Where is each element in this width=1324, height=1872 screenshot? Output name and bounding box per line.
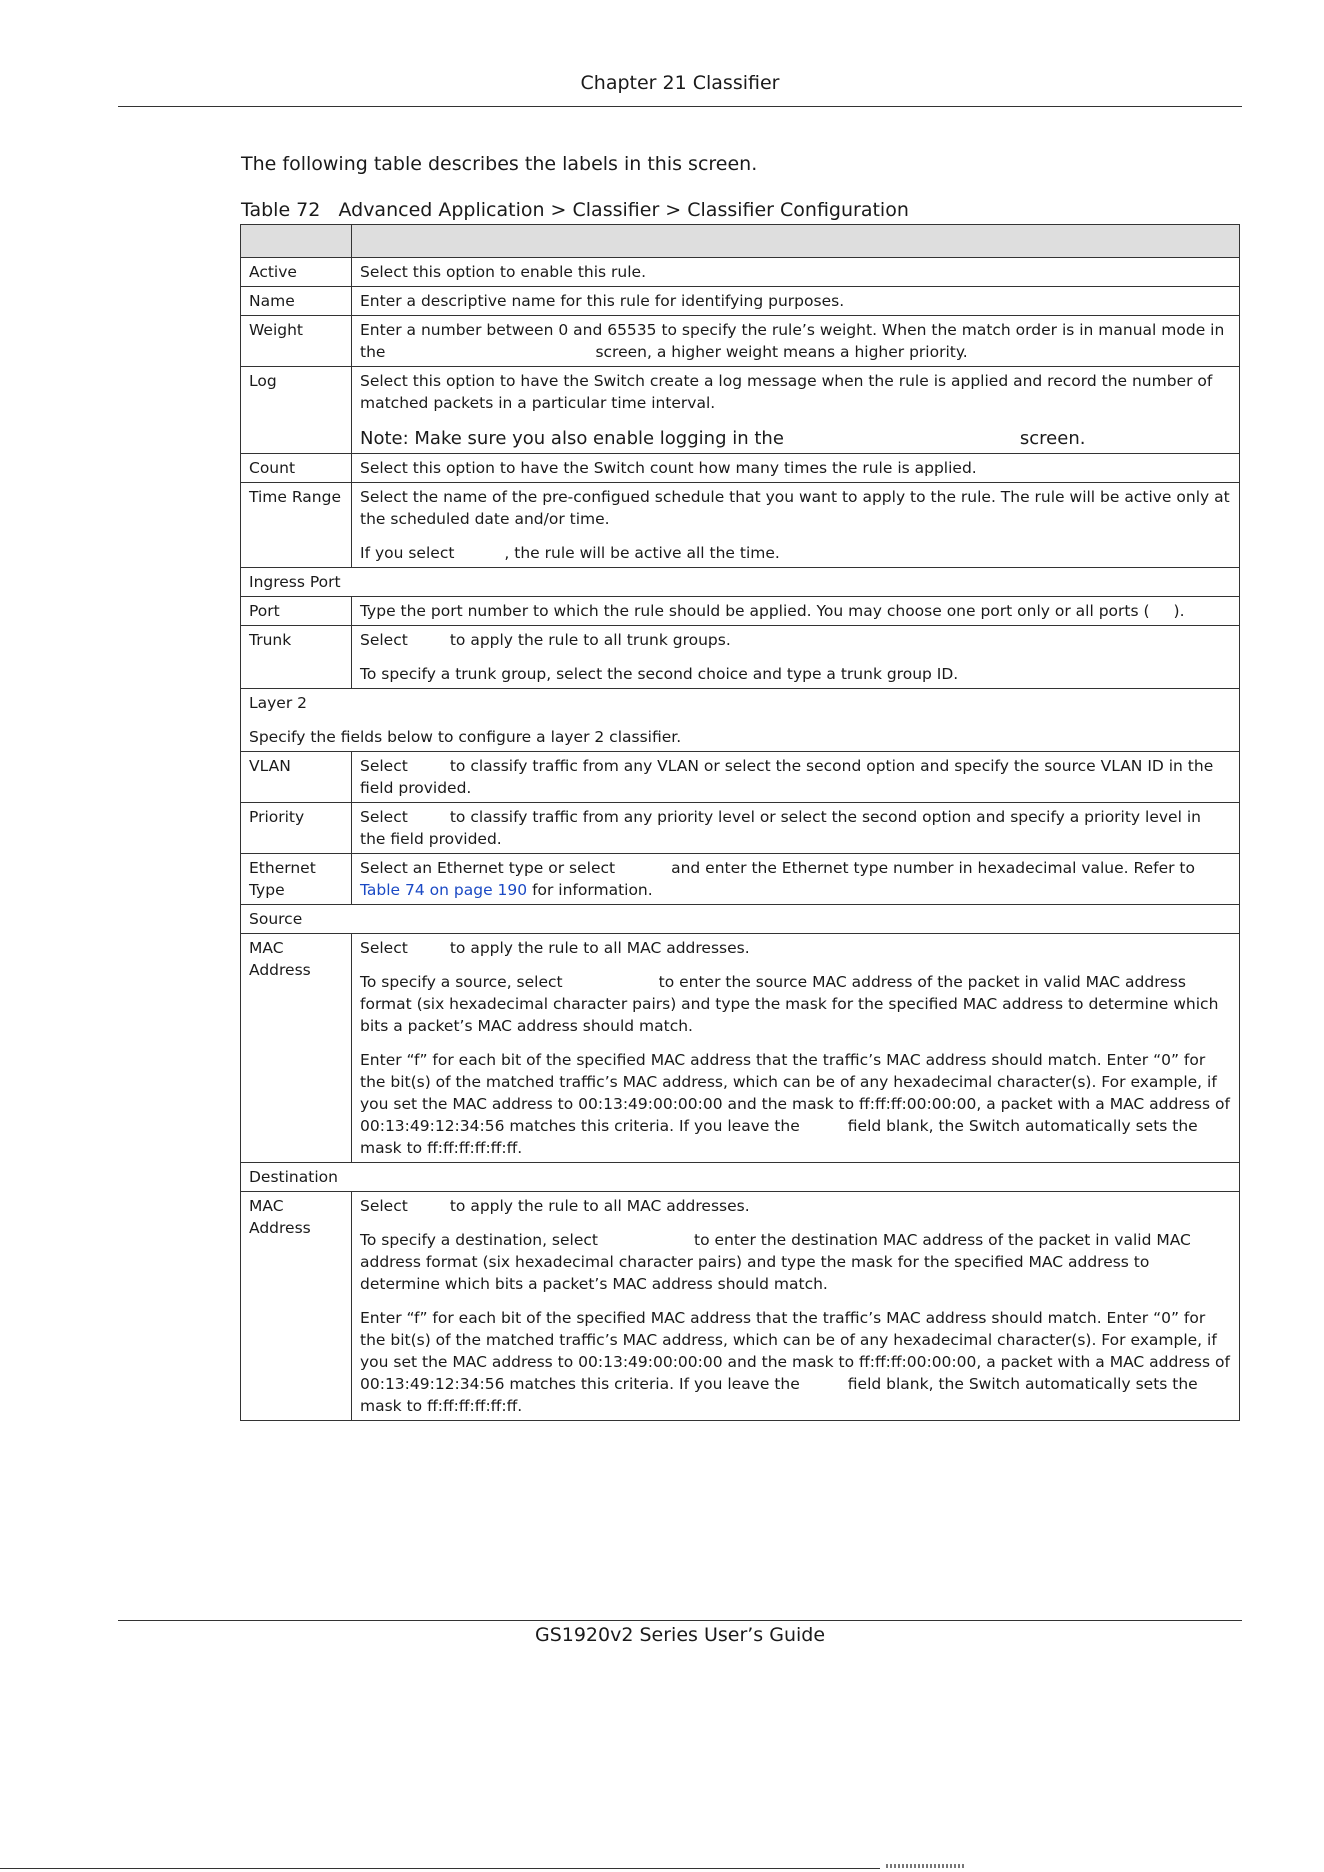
section-row: [241, 905, 1240, 934]
desc-part: To specify a destination, select: [360, 1231, 598, 1249]
desc-part: to enter the destination MAC address of the packet in valid MAC address format (six hexadecimal character pairs) and type the mask for the specified MAC address to determine which bits a packet’s MAC address should match.: [360, 1231, 1191, 1293]
table-74-link[interactable]: Table 74 on page 190: [360, 881, 528, 899]
dst-mac-p3: [360, 1307, 1231, 1417]
desc-part: Enter “f” for each bit of the specified MAC address that the traffic’s MAC address should match. Enter “0” for the bit(s) of the matched traffic’s MAC address, which can be of any hexadecimal character(s). For example, if you set the MAC address to 00:13:49:00:00:00 and the mask to ff:ff:ff:00:00:00, a packet with a MAC address of 00:13:49:12:34:56 matches this criteria. If you leave the: [360, 1309, 1230, 1393]
section-cell: [241, 689, 1240, 752]
note-text: Note: Make sure you also enable logging in the: [360, 428, 784, 449]
table-row: [241, 483, 1240, 568]
table-row: [241, 258, 1240, 287]
dst-mac-p2: [360, 1229, 1231, 1295]
row-description: [352, 934, 1240, 1163]
footer-rule: [118, 1620, 1242, 1621]
row-description: [352, 752, 1240, 803]
src-mac-p3: [360, 1049, 1231, 1159]
desc-part: to classify traffic from any VLAN or select the second option and specify the source VLAN ID in the field provided.: [360, 757, 1214, 797]
table-header-row: [241, 225, 1240, 258]
row-label: Port: [241, 597, 352, 626]
time-range-desc: Select the name of the pre-configued schedule that you want to apply to the rule. The rule will be active only at the scheduled date and/or time.: [360, 488, 1230, 528]
desc-part: and enter the Ethernet type number in hexadecimal value. Refer to: [671, 859, 1195, 877]
desc-part: ).: [1173, 602, 1185, 620]
desc-part: If you select: [360, 544, 455, 562]
row-description: Enter a descriptive name for this rule for identifying purposes.: [352, 287, 1240, 316]
desc-part: field blank, the Switch automatically sets the mask to ff:ff:ff:ff:ff:ff.: [360, 1375, 1198, 1415]
row-description: Select this option to enable this rule.: [352, 258, 1240, 287]
row-label: Weight: [241, 316, 352, 367]
note-text: screen.: [1019, 428, 1086, 449]
section-row: [241, 689, 1240, 752]
section-label: Ingress Port: [241, 568, 1240, 597]
row-label: Name: [241, 287, 352, 316]
desc-part: Select: [360, 631, 408, 649]
desc-part: Select: [360, 1197, 408, 1215]
page-footer: GS1920v2 Series User’s Guide: [534, 1624, 826, 1646]
src-mac-p1: [360, 937, 1231, 959]
src-mac-p2: [360, 971, 1231, 1037]
row-label: Ethernet Type: [241, 854, 352, 905]
row-description: [352, 854, 1240, 905]
row-label: Trunk: [241, 626, 352, 689]
row-label: Time Range: [241, 483, 352, 568]
header-cell-label: [241, 225, 352, 258]
desc-part: field blank, the Switch automatically sets the mask to ff:ff:ff:ff:ff:ff.: [360, 1117, 1198, 1157]
table-row: [241, 454, 1240, 483]
row-description: [352, 367, 1240, 454]
desc-part: Enter “f” for each bit of the specified MAC address that the traffic’s MAC address should match. Enter “0” for the bit(s) of the matched traffic’s MAC address, which can be of any hexadecimal character(s). For example, if you set the MAC address to 00:13:49:00:00:00 and the mask to ff:ff:ff:00:00:00, a packet with a MAC address of 00:13:49:12:34:56 matches this criteria. If you leave the: [360, 1051, 1230, 1135]
dst-mac-p1: [360, 1195, 1231, 1217]
row-label: Priority: [241, 803, 352, 854]
table-row: [241, 803, 1240, 854]
table-row: [241, 752, 1240, 803]
section-label: Source: [241, 905, 1240, 934]
row-description: [352, 803, 1240, 854]
bottom-edge-mark: [886, 1864, 966, 1868]
section-label: Layer 2: [249, 694, 308, 712]
desc-part: Select: [360, 939, 408, 957]
row-description: [352, 626, 1240, 689]
desc-part: to apply the rule to all trunk groups.: [449, 631, 731, 649]
table-row: [241, 854, 1240, 905]
table-row: [241, 597, 1240, 626]
bottom-edge-rule: [0, 1868, 880, 1869]
desc-part: Select: [360, 808, 408, 826]
row-label: MAC Address: [241, 934, 352, 1163]
row-description: [352, 483, 1240, 568]
log-desc: Select this option to have the Switch create a log message when the rule is applied and record the number of matched packets in a particular time interval.: [360, 372, 1213, 412]
weight-desc-part: screen, a higher weight means a higher priority.: [595, 343, 968, 361]
row-description: Select this option to have the Switch count how many times the rule is applied.: [352, 454, 1240, 483]
log-note: [360, 428, 1231, 450]
time-range-desc-2: [360, 542, 1231, 564]
trunk-desc-2: To specify a trunk group, select the second choice and type a trunk group ID.: [360, 665, 959, 683]
row-label: Count: [241, 454, 352, 483]
table-row: [241, 934, 1240, 1163]
section-desc: Specify the fields below to configure a layer 2 classifier.: [249, 728, 682, 746]
desc-part: Select: [360, 757, 408, 775]
section-label: Destination: [241, 1163, 1240, 1192]
description-table: [240, 224, 1240, 1421]
row-label: VLAN: [241, 752, 352, 803]
section-row: [241, 1163, 1240, 1192]
page-header: Chapter 21 Classifier: [580, 72, 780, 94]
desc-part: to enter the source MAC address of the packet in valid MAC address format (six hexadecimal character pairs) and type the mask for the specified MAC address to determine which bits a packet’s MAC address should match.: [360, 973, 1219, 1035]
row-label: MAC Address: [241, 1192, 352, 1421]
row-description: [352, 316, 1240, 367]
desc-part: to apply the rule to all MAC addresses.: [449, 939, 750, 957]
row-label: Log: [241, 367, 352, 454]
desc-part: To specify a source, select: [360, 973, 563, 991]
table-row: [241, 1192, 1240, 1421]
row-description: [352, 597, 1240, 626]
weight-desc-part: Enter a number between 0 and 65535 to specify the rule’s weight. When the match order is in manual mode in the: [360, 321, 1225, 361]
desc-part: to classify traffic from any priority level or select the second option and specify a priority level in the field provided.: [360, 808, 1201, 848]
header-rule: [118, 106, 1242, 107]
desc-part: Type the port number to which the rule should be applied. You may choose one port only or all ports (: [360, 602, 1150, 620]
section-row: [241, 568, 1240, 597]
table-row: [241, 287, 1240, 316]
table-row: [241, 316, 1240, 367]
table-row: [241, 626, 1240, 689]
desc-part: for information.: [532, 881, 653, 899]
intro-text: The following table describes the labels in this screen.: [241, 153, 758, 175]
desc-part: Select an Ethernet type or select: [360, 859, 616, 877]
row-label: Active: [241, 258, 352, 287]
desc-part: , the rule will be active all the time.: [504, 544, 780, 562]
table-caption: Table 72 Advanced Application > Classifier > Classifier Configuration: [241, 199, 909, 221]
desc-part: to apply the rule to all MAC addresses.: [449, 1197, 750, 1215]
row-description: [352, 1192, 1240, 1421]
table-row: [241, 367, 1240, 454]
trunk-desc: [360, 629, 1231, 651]
header-cell-description: [352, 225, 1240, 258]
